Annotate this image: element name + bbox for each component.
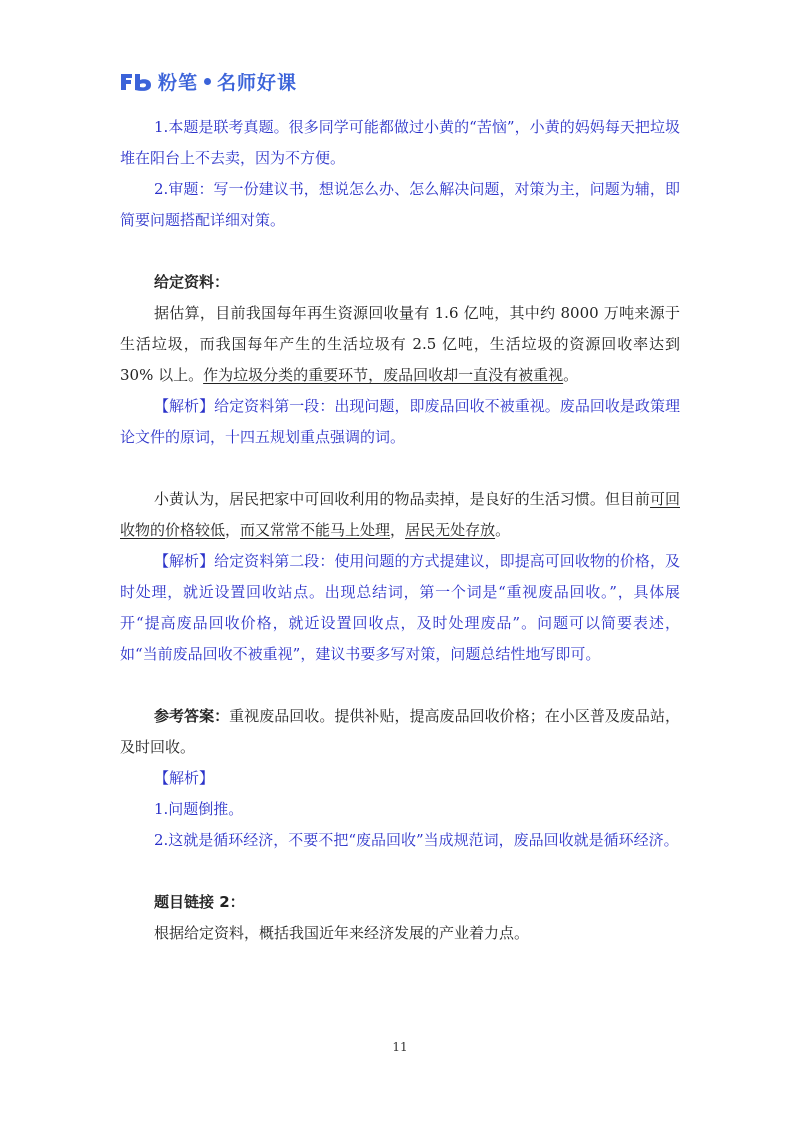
analysis-2: 【解析】给定资料第二段：使用问题的方式提建议，即提高可回收物的价格，及时处理，就近设置回收站点。出现总结词，第一个词是“重视废品回收。”，具体展开“提高废品回收价格，就近设置回收点，及时处理废品”。问题可以简要表述，如“当前废品回收不被重视”，建议书要多写对策，问题总结性地写即可。 [120,552,680,663]
analysis-1: 【解析】给定资料第一段：出现问题，即废品回收不被重视。废品回收是政策理论文件的原词，十四五规划重点强调的词。 [120,397,680,446]
material-p1-underlined: 作为垃圾分类的重要环节，废品回收却一直没有被重视 [203,366,564,384]
material-p2-end: 。 [495,521,511,539]
answer-point-1: 1.问题倒推。 [154,800,244,818]
material-p2-punct-1: ， [225,521,241,539]
question-link-text: 根据给定资料，概括我国近年来经济发展的产业着力点。 [154,924,530,942]
document-body [120,112,680,949]
question-link-heading: 题目链接 2： [154,893,245,911]
material-p2-underline-2: 而又常常不能马上处理 [240,521,391,539]
reference-answer [120,701,680,763]
material-p2-punct-2: ， [390,521,406,539]
spacer [120,856,680,887]
answer-analysis-title: 【解析】 [154,769,215,787]
material-p1-text: 据估算，目前我国每年再生资源回收量有 1.6 亿吨，其中约 8000 万吨来源于生活垃圾，而我国每年产生的生活垃圾有 2.5 亿吨，生活垃圾的资源回收率达到 30% 以上。 [120,304,680,384]
material-p2-text: 小黄认为，居民把家中可回收利用的物品卖掉，是良好的生活习惯。但目前 [154,490,650,508]
brand-slogan: 名师好课 [217,72,298,94]
spacer [120,236,680,267]
fenbi-logo-icon [118,71,154,93]
spacer [120,453,680,484]
material-paragraph-1 [120,298,680,391]
material-p2-underline-3: 居民无处存放 [405,521,496,539]
material-p2-underline-1: 可回收物的价格较低 [120,490,680,539]
separator-dot [204,78,211,85]
material-heading: 给定资料： [154,273,230,291]
material-paragraph-2 [120,484,680,546]
intro-point-2: 2.审题：写一份建议书，想说怎么办、怎么解决问题，对策为主，问题为辅，即简要问题搭配详细对策。 [120,180,680,229]
brand-logo [118,68,297,95]
intro-point-1: 1.本题是联考真题。很多同学可能都做过小黄的“苦恼”，小黄的妈妈每天把垃圾堆在阳台上不去卖，因为不方便。 [120,118,680,167]
spacer [120,670,680,701]
answer-text: 重视废品回收。提供补贴，提高废品回收价格；在小区普及废品站，及时回收。 [120,707,680,756]
answer-point-2: 2.这就是循环经济，不要不把“废品回收”当成规范词，废品回收就是循环经济。 [154,831,679,849]
brand-name: 粉笔 [158,72,199,94]
material-p1-end: 。 [563,366,579,384]
page-number: 11 [392,1040,408,1054]
answer-label: 参考答案： [154,707,230,725]
